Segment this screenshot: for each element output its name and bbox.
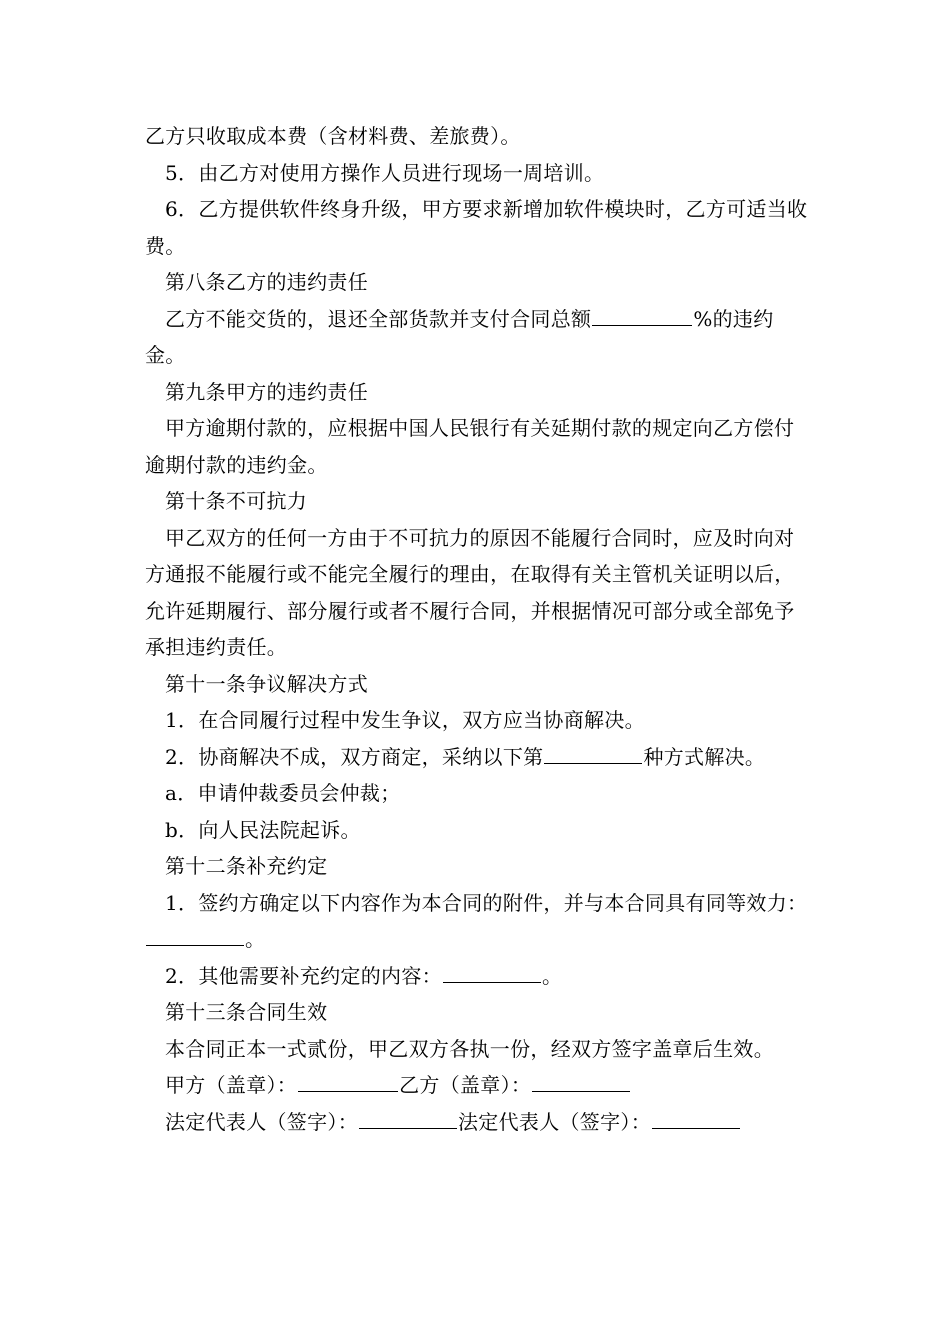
- paragraph-seller-liability: [145, 301, 810, 374]
- contract-body: [145, 118, 810, 1140]
- dispute-2-tail: 种方式解决。: [643, 744, 766, 769]
- party-b-seal-label: 乙方（盖章）：: [399, 1073, 532, 1097]
- penalty-percent-blank[interactable]: [592, 303, 692, 326]
- paragraph-dispute-2: [145, 739, 810, 776]
- heading-article-11: 第十一条争议解决方式: [165, 671, 368, 696]
- heading-article-8: 第八条乙方的违约责任: [165, 270, 368, 294]
- party-a-rep-label: 法定代表人（签字）：: [165, 1109, 358, 1134]
- annex-tail: 。: [245, 927, 266, 951]
- option-arbitration: a．申请仲裁委员会仲裁；: [165, 781, 401, 805]
- signature-seals: [145, 1067, 810, 1104]
- paragraph-cost-fee: 乙方只收取成本费（含材料费、差旅费）。: [145, 124, 521, 148]
- seller-liability-tail: %的违约金。: [145, 306, 774, 367]
- party-a-seal-blank[interactable]: [298, 1069, 398, 1092]
- heading-article-13: 第十三条合同生效: [165, 1000, 328, 1024]
- paragraph-dispute-1: 1．在合同履行过程中发生争议，双方应当协商解决。: [165, 708, 645, 732]
- paragraph-training: 5．由乙方对使用方操作人员进行现场一周培训。: [165, 160, 605, 185]
- paragraph-buyer-liability: 甲方逾期付款的，应根据中国人民银行有关延期付款的规定向乙方偿付逾期付款的违约金。: [145, 416, 795, 477]
- seller-liability-text: 乙方不能交货的，退还全部货款并支付合同总额: [165, 306, 592, 331]
- paragraph-effect: 本合同正本一式贰份，甲乙双方各执一份，经双方签字盖章后生效。: [165, 1036, 774, 1061]
- party-b-seal-blank[interactable]: [532, 1069, 630, 1092]
- dispute-method-blank[interactable]: [544, 741, 642, 764]
- other-terms-tail: 。: [541, 963, 563, 988]
- paragraph-annex: [145, 885, 810, 958]
- other-terms-blank[interactable]: [443, 960, 541, 983]
- annex-text: 1．签约方确定以下内容作为本合同的附件，并与本合同具有同等效力：: [165, 890, 808, 915]
- other-terms-text: 2．其他需要补充约定的内容：: [165, 963, 442, 988]
- heading-article-9: 第九条甲方的违约责任: [165, 379, 368, 404]
- annex-blank[interactable]: [146, 923, 244, 946]
- dispute-2-text: 2．协商解决不成，双方商定，采纳以下第: [165, 744, 544, 769]
- heading-article-12: 第十二条补充约定: [165, 854, 328, 878]
- party-a-seal-label: 甲方（盖章）：: [165, 1073, 298, 1097]
- party-b-rep-blank[interactable]: [652, 1106, 740, 1129]
- party-b-rep-label: 法定代表人（签字）：: [458, 1109, 651, 1134]
- paragraph-upgrade: 6．乙方提供软件终身升级，甲方要求新增加软件模块时，乙方可适当收费。: [145, 197, 808, 258]
- paragraph-force-majeure: 甲乙双方的任何一方由于不可抗力的原因不能履行合同时，应及时向对方通报不能履行或不能完全履行的理由，在取得有关主管机关证明以后，允许延期履行、部分履行或者不履行合同，并根据情况可部分或全部免予承担违约责任。: [145, 525, 795, 659]
- paragraph-other-terms: [145, 958, 810, 995]
- option-court: b．向人民法院起诉。: [165, 817, 361, 842]
- signature-representatives: [145, 1104, 810, 1141]
- heading-article-10: 第十条不可抗力: [165, 489, 308, 513]
- party-a-rep-blank[interactable]: [359, 1106, 457, 1129]
